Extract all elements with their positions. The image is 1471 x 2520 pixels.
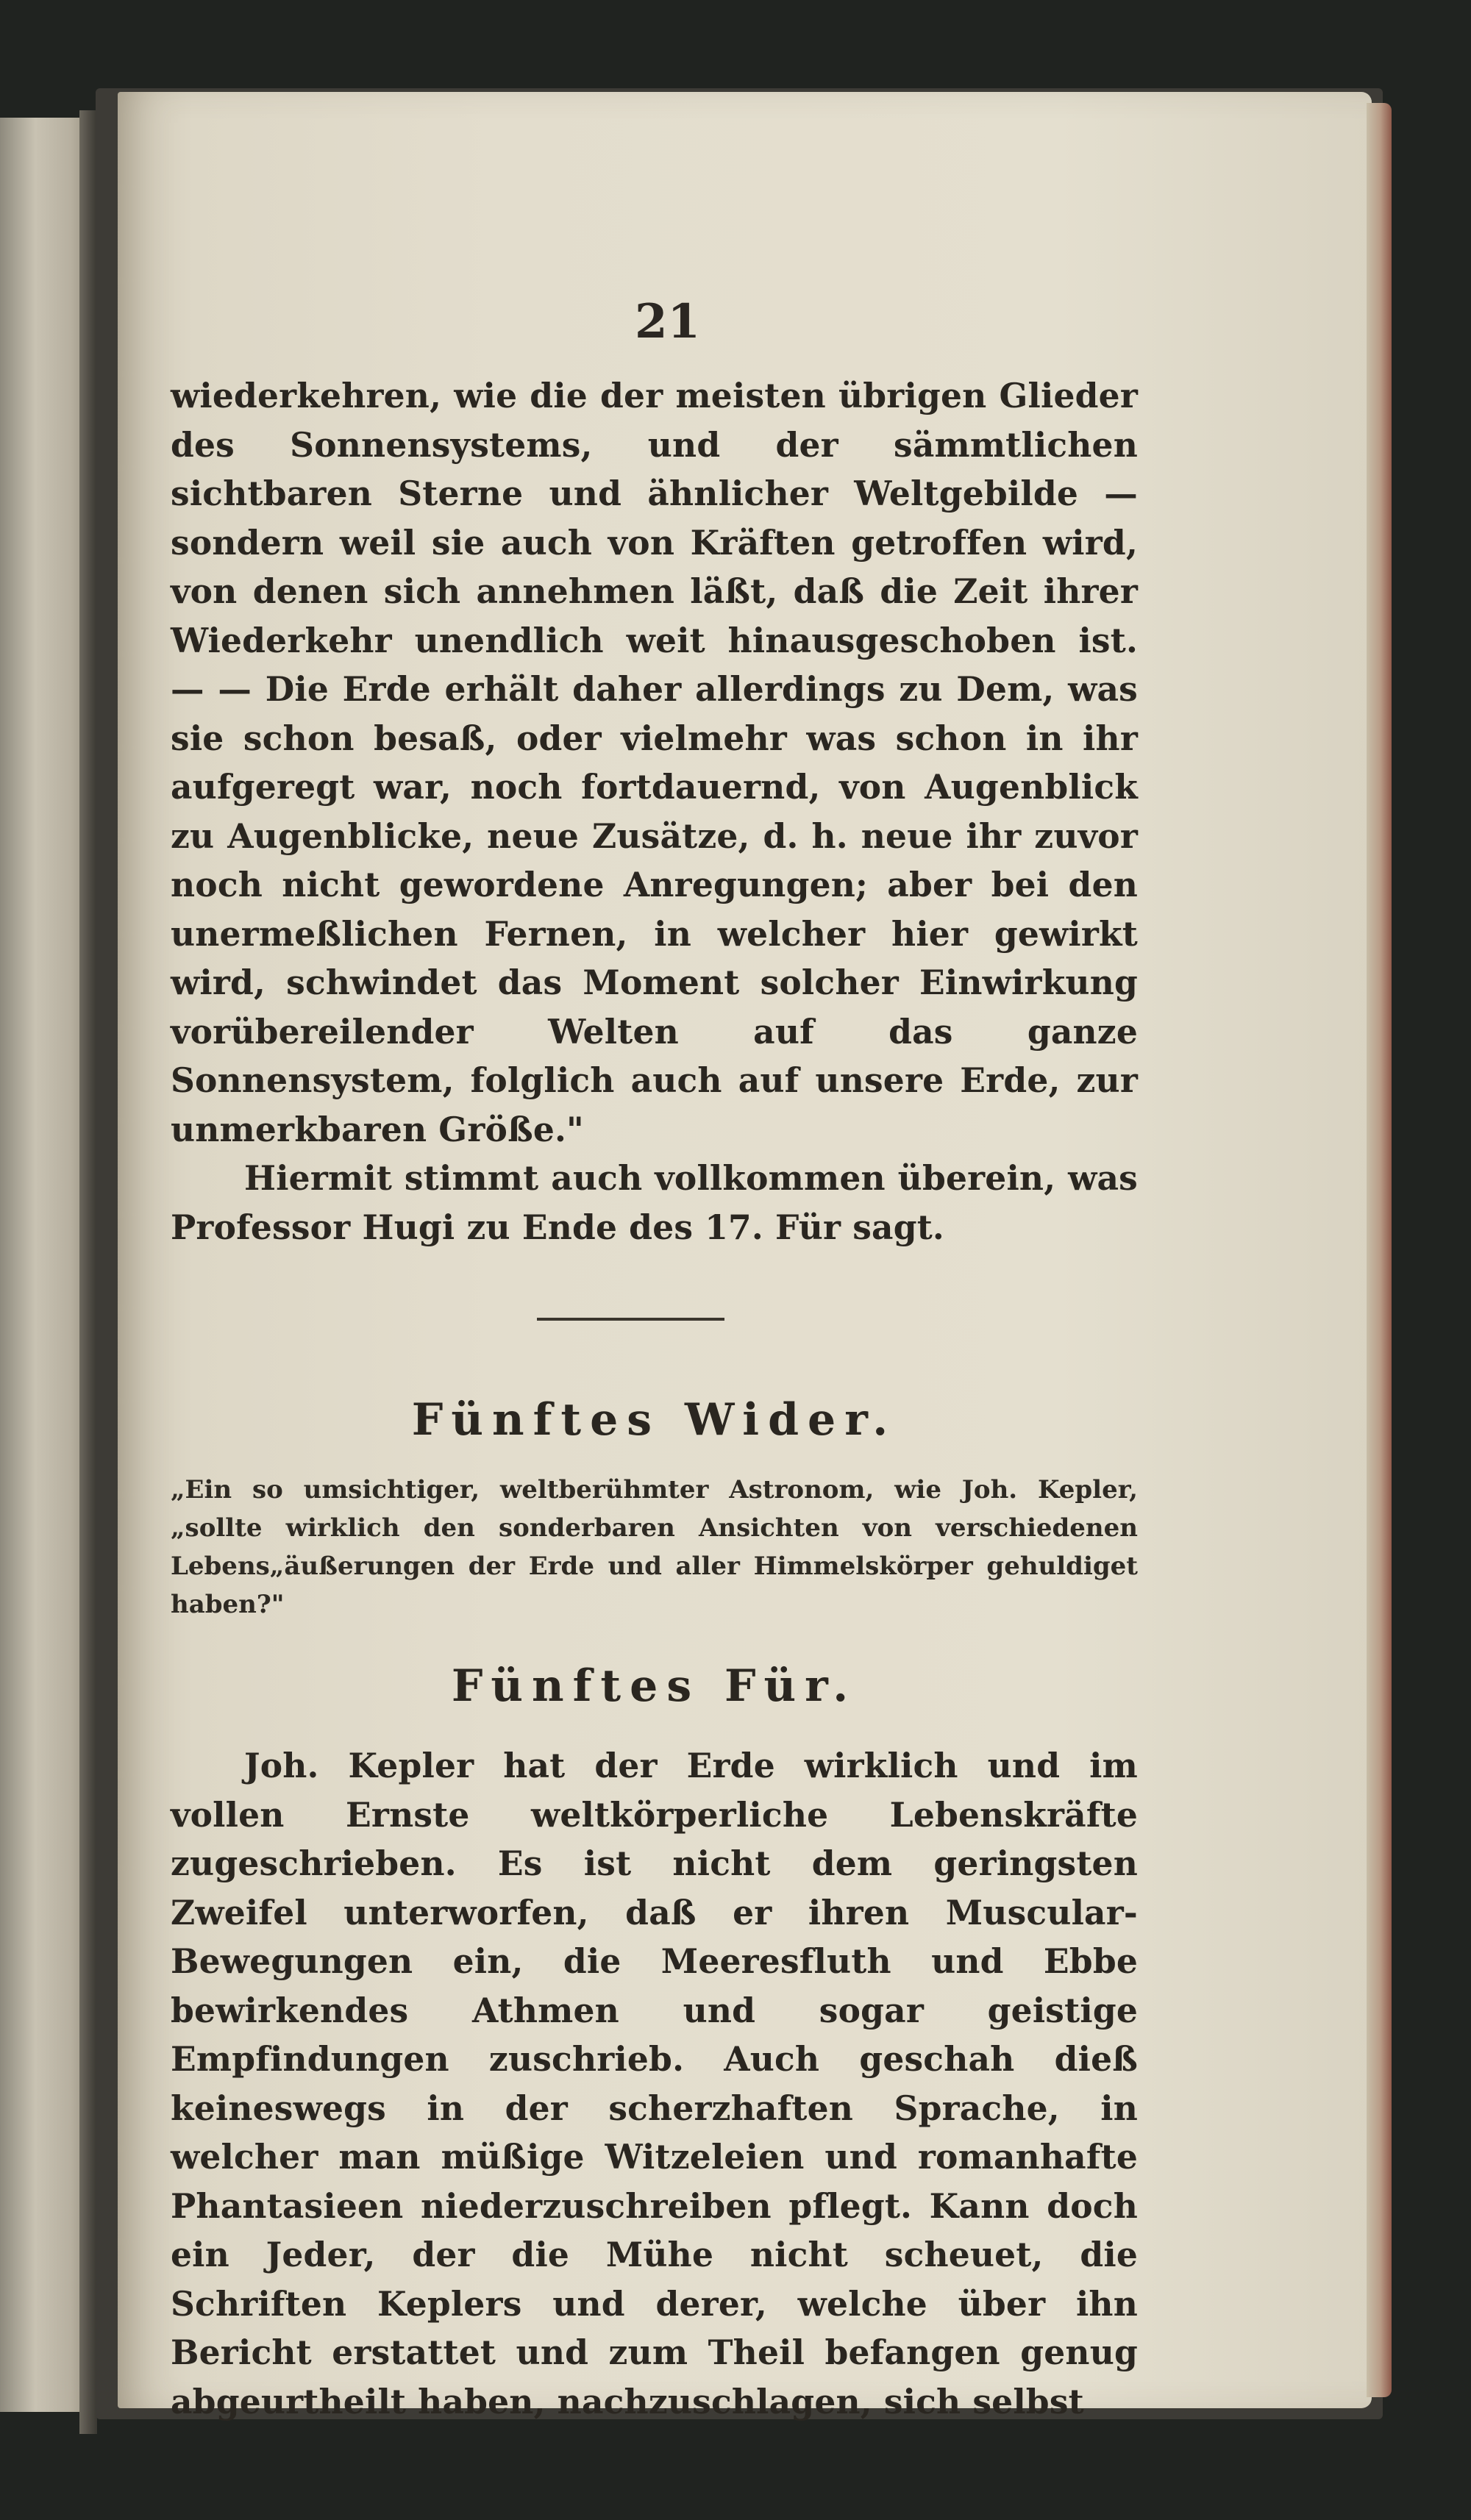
- paragraph-hugi: Hiermit stimmt auch vollkommen überein, was Professor Hugi zu Ende des 17. Für sagt.: [171, 1158, 1138, 1247]
- book-gutter: [79, 110, 97, 2434]
- paragraph-kepler: Joh. Kepler hat der Erde wirklich und im vollen Ernste weltkörperliche Lebenskräfte zugeschrieben. Es ist nicht dem geringsten Zweifel unterworfen, daß er ihren Muscular-Bewegungen ein, die Meeresfluth und Ebbe bewirkendes Athmen und sogar geistige Empfindungen zuschrieb. Auch geschah dieß keineswegs in der scherzhaften Sprache, in welcher man müßige Witzeleien und romanhafte Phantasieen niederzuschreiben pflegt. Kann doch ein Jeder, der die Mühe nicht scheuet, die Schriften Keplers und derer, welche über ihn Bericht erstattet und zum Theil befangen genug abgeurtheilt haben, nachzuschlagen, sich selbst: [171, 1746, 1138, 2421]
- page-content: [171, 294, 1138, 2426]
- section-heading-wider: Fünftes Wider.: [411, 1394, 897, 1446]
- section-heading-fuer: Fünftes Für.: [451, 1660, 858, 1712]
- section-divider: [537, 1318, 724, 1321]
- page-number: 21: [634, 294, 701, 349]
- paragraph-continuation: wiederkehren, wie die der meisten übrigen Glieder des Sonnensystems, und der sämmtlichen sichtbaren Sterne und ähnlicher Weltgebilde — sondern weil sie auch von Kräften getroffen wird, von denen sich annehmen läßt, daß die Zeit ihrer Wiederkehr unendlich weit hinausgeschoben ist. — — Die Erde erhält daher allerdings zu Dem, was sie schon besaß, oder vielmehr was schon in ihr aufgeregt war, noch fortdauernd, von Augenblick zu Augenblicke, neue Zusätze, d. h. neue ihr zuvor noch nicht gewordene Anregungen; aber bei den unermeßlichen Fernen, in welcher hier gewirkt wird, schwindet das Moment solcher Einwirkung vorübereilender Welten auf das ganze Sonnensystem, folglich auch auf unsere Erde, zur unmerkbaren Größe.": [171, 376, 1138, 1149]
- page-edge-red: [1367, 103, 1392, 2397]
- section-quote: „Ein so umsichtiger, weltberühmter Astronom, wie Joh. Kepler, „sollte wirklich den sonderbaren Ansichten von verschiedenen Lebens„äußerungen der Erde und aller Himmelskörper gehuldiget haben?": [171, 1475, 1138, 1619]
- left-page-edge: [0, 118, 88, 2412]
